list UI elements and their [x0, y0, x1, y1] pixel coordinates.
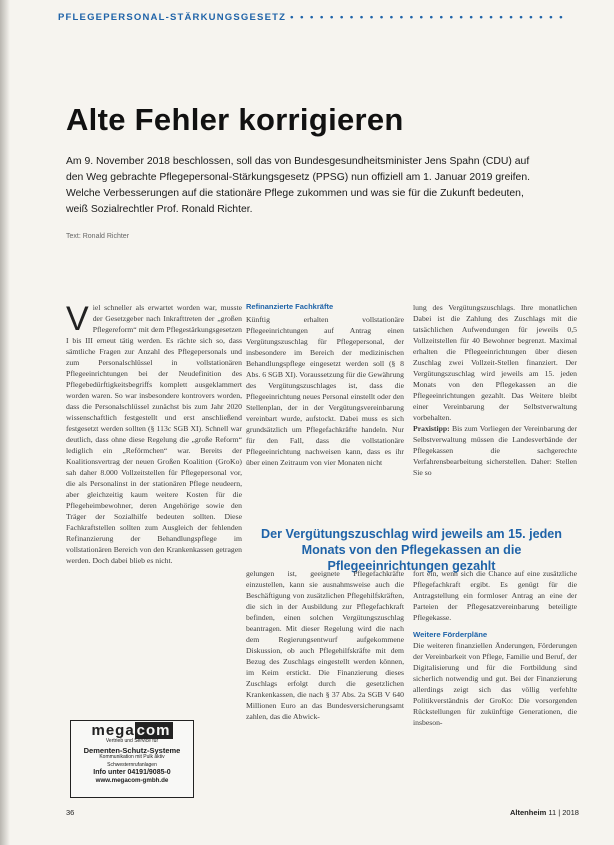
kicker-dots: • • • • • • • • • • • • • • • • • • • • • • • • • • • • [290, 12, 565, 23]
body-column-1 [66, 302, 242, 700]
article-headline: Alte Fehler korrigieren [66, 102, 404, 137]
ad-url: www.megacom-gmbh.de [95, 776, 169, 784]
article-byline: Text: Ronald Richter [66, 233, 130, 240]
ad-tagline: Vertrieb und Service für [105, 738, 159, 744]
advertisement-box [70, 720, 194, 798]
ad-phone: Info unter 04191/9085-0 [93, 769, 171, 776]
column-1-text: iel schneller als erwartet worden war, musste der Gesetzgeber nach Inkrafttreten der „großen Pflegereform“ mit dem Pflegestärkungsgesetzen I bis III erneut tätig werden. Es rächte sich so, dass sämtliche Fragen zur Anzahl des Pflegepersonals und zum Personalschlüssel in vollstationären Pflegeeinrichtungen bei der Neudefinition des Pflegebedürftigkeitsbegriffs komplett ausgeklammert worden waren. So war insbesondere kontrovers worden, dass die Personalschlüssel zunächst bis zum Jahr 2020 wissenschaftlich festgestellt und erst anschließend festgesetzt werden sollten (§ 113c SGB XI). Schnell war deutlich, dass ohne diese Regelung die „große Reform“ lediglich ein „Reförmchen“ war. Bereits der Koalitionsvertrag der neuen Großen Koalition (GroKo) sah daher 8.000 Vollzeitstellen für Pflegepersonal vor, die als Personalinst in der stationären Pflege neudeern, aber gleichzeitig kaum weitere Kosten für die Pflegeheimbewohner, deren Angehörige sowie den Träger der Sozialhilfe bedeuten sollten. Diese Fachkraftstellen sollten zum Ausgleich der fehlenden Refinanzierung der Behandlungspflege im vollstationären Bereich von den Krankenkassen getragen werden. Doch dabei blieb es nicht. [66, 303, 242, 565]
article-intro: Am 9. November 2018 beschlossen, soll das von Bundesgesundheitsminister Jens Spahn (CDU) auf den Weg gebrachte Pflegepersonal-Stärkungsgesetz (PPSG) nun offiziell am 1. Januar 2019 greifen. Welche Verbesserungen auf die stationäre Pflege zukommen und was sie für die Zukunft bedeuten, weiß Sozialrechtler Prof. Ronald Richter. [66, 156, 531, 215]
ad-title: Dementen-Schutz-Systeme [83, 745, 181, 755]
ad-logo-box: com [136, 722, 171, 739]
issue-number: 11 | 2018 [548, 808, 579, 817]
pull-quote: Der Vergütungszuschlag wird jeweils am 15. jeden Monats von den Pflegekassen an die Pflegeeinrichtungen gezahlt [261, 527, 562, 573]
ad-line-2: Schwesternrufanlagen [107, 761, 157, 768]
column-2-bottom-text: gelungen ist, geeignete Pflegefachkräfte einzustellen, kann sie ausnahmsweise auch die Beschäftigung von zusätzlichen Pflegehilfskräften, die sich in der Ausbildung zur Pflegefachkraft befinden, einen solchen Vergütungszuschlag beantragen. Mit dieser Regelung wird die nach dem Regierungsentwurf aufgekommene Diskussion, ob auch Pflegehilfskräfte mit dem Bezug des Zuschlags eingestellt werden können, im Keim erstickt. Die Finanzierung dieses Zuschlags erfolgt durch die gesetzlichen Krankenkassen, die nach § 37 Abs. 2a SGB V 640 Millionen Euro an das Bundesversicherungsamt zahlen, das die Abwick- [246, 569, 404, 721]
column-2-top-text: Künftig erhalten vollstationäre Pflegeeinrichtungen auf Antrag einen Vergütungszuschlag für Pflegepersonal, der insbesondere im Bereich der medizinischen Behandlungspflege eingesetzt werden soll (§ 8 Abs. 6 SGB XI). Voraussetzung für die Gewährung des Vergütungszuschlages ist, dass die Pflegeeinrichtung neues Personal einstellt oder den Stellenplan, der in der Vergütungsvereinbarung vereinbart wurde, aufstockt. Dabei muss es sich grundsätzlich um Pflegefachkräfte handeln. Nur für den Fall, dass die vollstationäre Pflegeeinrichtung nachweisen kann, dass es ihr über einen Zeitraum von vier Monaten nicht [246, 315, 404, 467]
page-number: 36 [66, 808, 75, 817]
body-column-3-bottom [413, 568, 577, 814]
ad-line-1: Kommunikation mit Pulk aktiv [99, 754, 165, 760]
praxistipp-text: Bis zum Vorliegen der Vereinbarung der Selbstverwaltung müssen die Landesverbände der Pflegekassen die sachgerechte Verfahrensbearbeitung sicherstellen. Daher: Stellen Sie so [413, 424, 577, 477]
praxistipp-label: Praxistipp: [413, 424, 450, 433]
column-3-bottom-text: fort ein, wenn sich die Chance auf eine zusätzliche Pflegefachkraft ergibt. Es genügt für die Antragstellung ein formloser Antrag an eine der Parteien der Pflegesatzvereinbarung beteiligte Pflegekasse. [413, 569, 577, 622]
kicker-text: PFLEGEPERSONAL-STÄRKUNGSGESETZ [58, 12, 287, 23]
section-kicker [58, 12, 578, 32]
ad-logo [71, 723, 193, 738]
subhead-refinanzierte-fachkraefte: Refinanzierte Fachkräfte [246, 302, 334, 311]
ad-logo-text: mega [91, 722, 135, 739]
drop-cap: V [66, 302, 89, 338]
body-column-2-top [246, 314, 404, 522]
body-column-3-top [413, 302, 577, 522]
subhead-weitere-foerderplaene: Weitere Förderpläne [413, 630, 488, 639]
magazine-folio [510, 808, 579, 817]
magazine-name: Altenheim [510, 808, 547, 817]
column-3-bottom-text-2: Die weiteren finanziellen Änderungen, Förderungen der Vereinbarkeit von Pflege, Familie und Beruf, der Digitalisierung und für die Fortbildung sind sicherlich notwendig und gut. Bei der Finanzierung allerdings zeigt sich das völlig verfehlte Politikverständnis der GroKo: Die vorsorgenden Rückstellungen für zukünftige Generationen, die insbeson- [413, 641, 577, 727]
binding-shadow [0, 0, 10, 845]
body-column-2-bottom [246, 568, 404, 814]
column-3-top-text: lung des Vergütungszuschlags. Ihre monatlichen Dabei ist die Zahlung des Zuschlags mit die tatsächlichen Aufwendungen für jeweils 0,5 Vollzeitstellen für 40 Bewohner begrenzt. Maximal erhalten die Pflegeeinrichtungen über diesen Zuschlag zwei Vollzeit-Stellen finanziert. Der Vergütungszuschlag wird jeweils am 15. jeden Monats von den Pflegekassen an die Pflegeeinrichtungen gezahlt. Das Weitere bleibt einer Vereinbarung der Selbstverwaltung vorbehalten. [413, 303, 577, 422]
